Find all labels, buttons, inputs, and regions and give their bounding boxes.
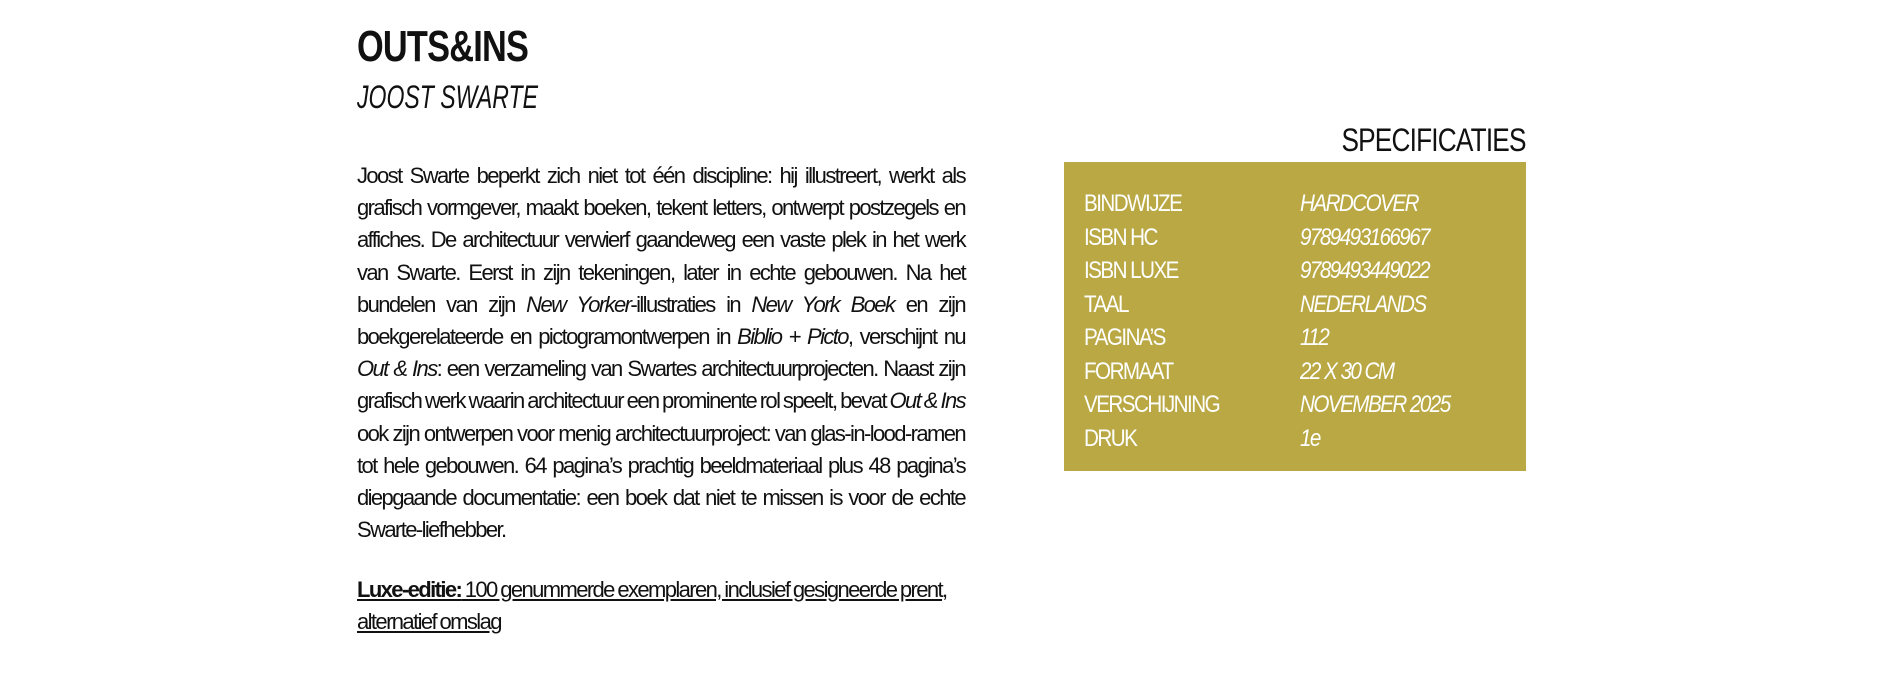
- description-title-out-ins: Out & Ins: [357, 356, 437, 382]
- book-author: JOOST SWARTE: [357, 79, 538, 115]
- luxe-edition-label: Luxe-editie:: [357, 577, 462, 602]
- specifications-heading: SPECIFICATIES: [1341, 122, 1526, 158]
- luxe-edition-note: [357, 574, 977, 638]
- description-text: ook zijn ontwerpen voor menig architectuurproject: van glas-in-lood-ramen tot hele gebouwen. 64 pagina’s prachtig beeldmateriaal plus 48 pagina’s diepgaande documentatie: een boek dat niet te missen is voor de echte Swarte-liefhebber.: [357, 420, 965, 543]
- spec-row: [1084, 221, 1514, 255]
- spec-label: TAAL: [1084, 290, 1128, 318]
- book-description: [357, 160, 965, 546]
- spec-row: [1084, 422, 1514, 456]
- spec-label: VERSCHIJNING: [1084, 391, 1220, 418]
- description-text: Joost Swarte beperkt zich niet tot één discipline: hij illustreert, werkt als grafisch vormgever, maakt boeken, tekent letters, ontwerpt postzegels en affiches. De architectuur verwierf gaandeweg een vaste plek in het werk van Swarte. Eerst in zijn tekeningen, later in echte gebouwen. Na het bundelen van zijn: [357, 163, 965, 317]
- spec-value: 1e: [1300, 424, 1320, 452]
- spec-label: BINDWIJZE: [1084, 190, 1182, 217]
- spec-row: [1084, 288, 1514, 322]
- description-text: , verschijnt nu: [847, 324, 966, 350]
- spec-value: NEDERLANDS: [1300, 290, 1426, 318]
- spec-value: 9789493166967: [1300, 223, 1430, 251]
- spec-label: ISBN HC: [1084, 223, 1157, 251]
- spec-row: [1084, 388, 1514, 422]
- spec-value: 22 X 30 CM: [1300, 357, 1394, 385]
- description-text: -illustraties in: [630, 291, 752, 317]
- spec-value: 9789493449022: [1300, 257, 1430, 284]
- spec-row: [1084, 254, 1514, 288]
- description-title-new-york-boek: New York Boek: [751, 291, 895, 317]
- spec-row: [1084, 187, 1514, 221]
- spec-value: HARDCOVER: [1300, 190, 1418, 217]
- spec-row: [1084, 321, 1514, 355]
- spec-value: 112: [1300, 324, 1329, 351]
- description-title-biblio-picto: Biblio + Picto: [737, 324, 848, 350]
- spec-row: [1084, 355, 1514, 389]
- description-title-new-yorker: New Yorker: [526, 291, 631, 317]
- description-text: : een verzameling van Swartes architectuurprojecten. Naast zijn grafisch werk waarin architectuur een prominente rol speelt, bevat: [357, 356, 966, 414]
- specifications-box: [1064, 162, 1526, 471]
- spec-label: PAGINA’S: [1084, 324, 1165, 351]
- spec-label: ISBN LUXE: [1084, 257, 1178, 284]
- spec-value: NOVEMBER 2025: [1300, 391, 1450, 418]
- description-text: en zijn boekgerelateerde en pictogramontwerpen in: [357, 291, 965, 350]
- description-title-out-ins: Out & Ins: [889, 388, 965, 414]
- spec-label: DRUK: [1084, 424, 1137, 452]
- luxe-edition-text: 100 genummerde exemplaren, inclusief gesigneerde prent, alternatief omslag: [357, 577, 947, 634]
- spec-label: FORMAAT: [1084, 357, 1173, 385]
- book-title: OUTS&INS: [357, 22, 529, 71]
